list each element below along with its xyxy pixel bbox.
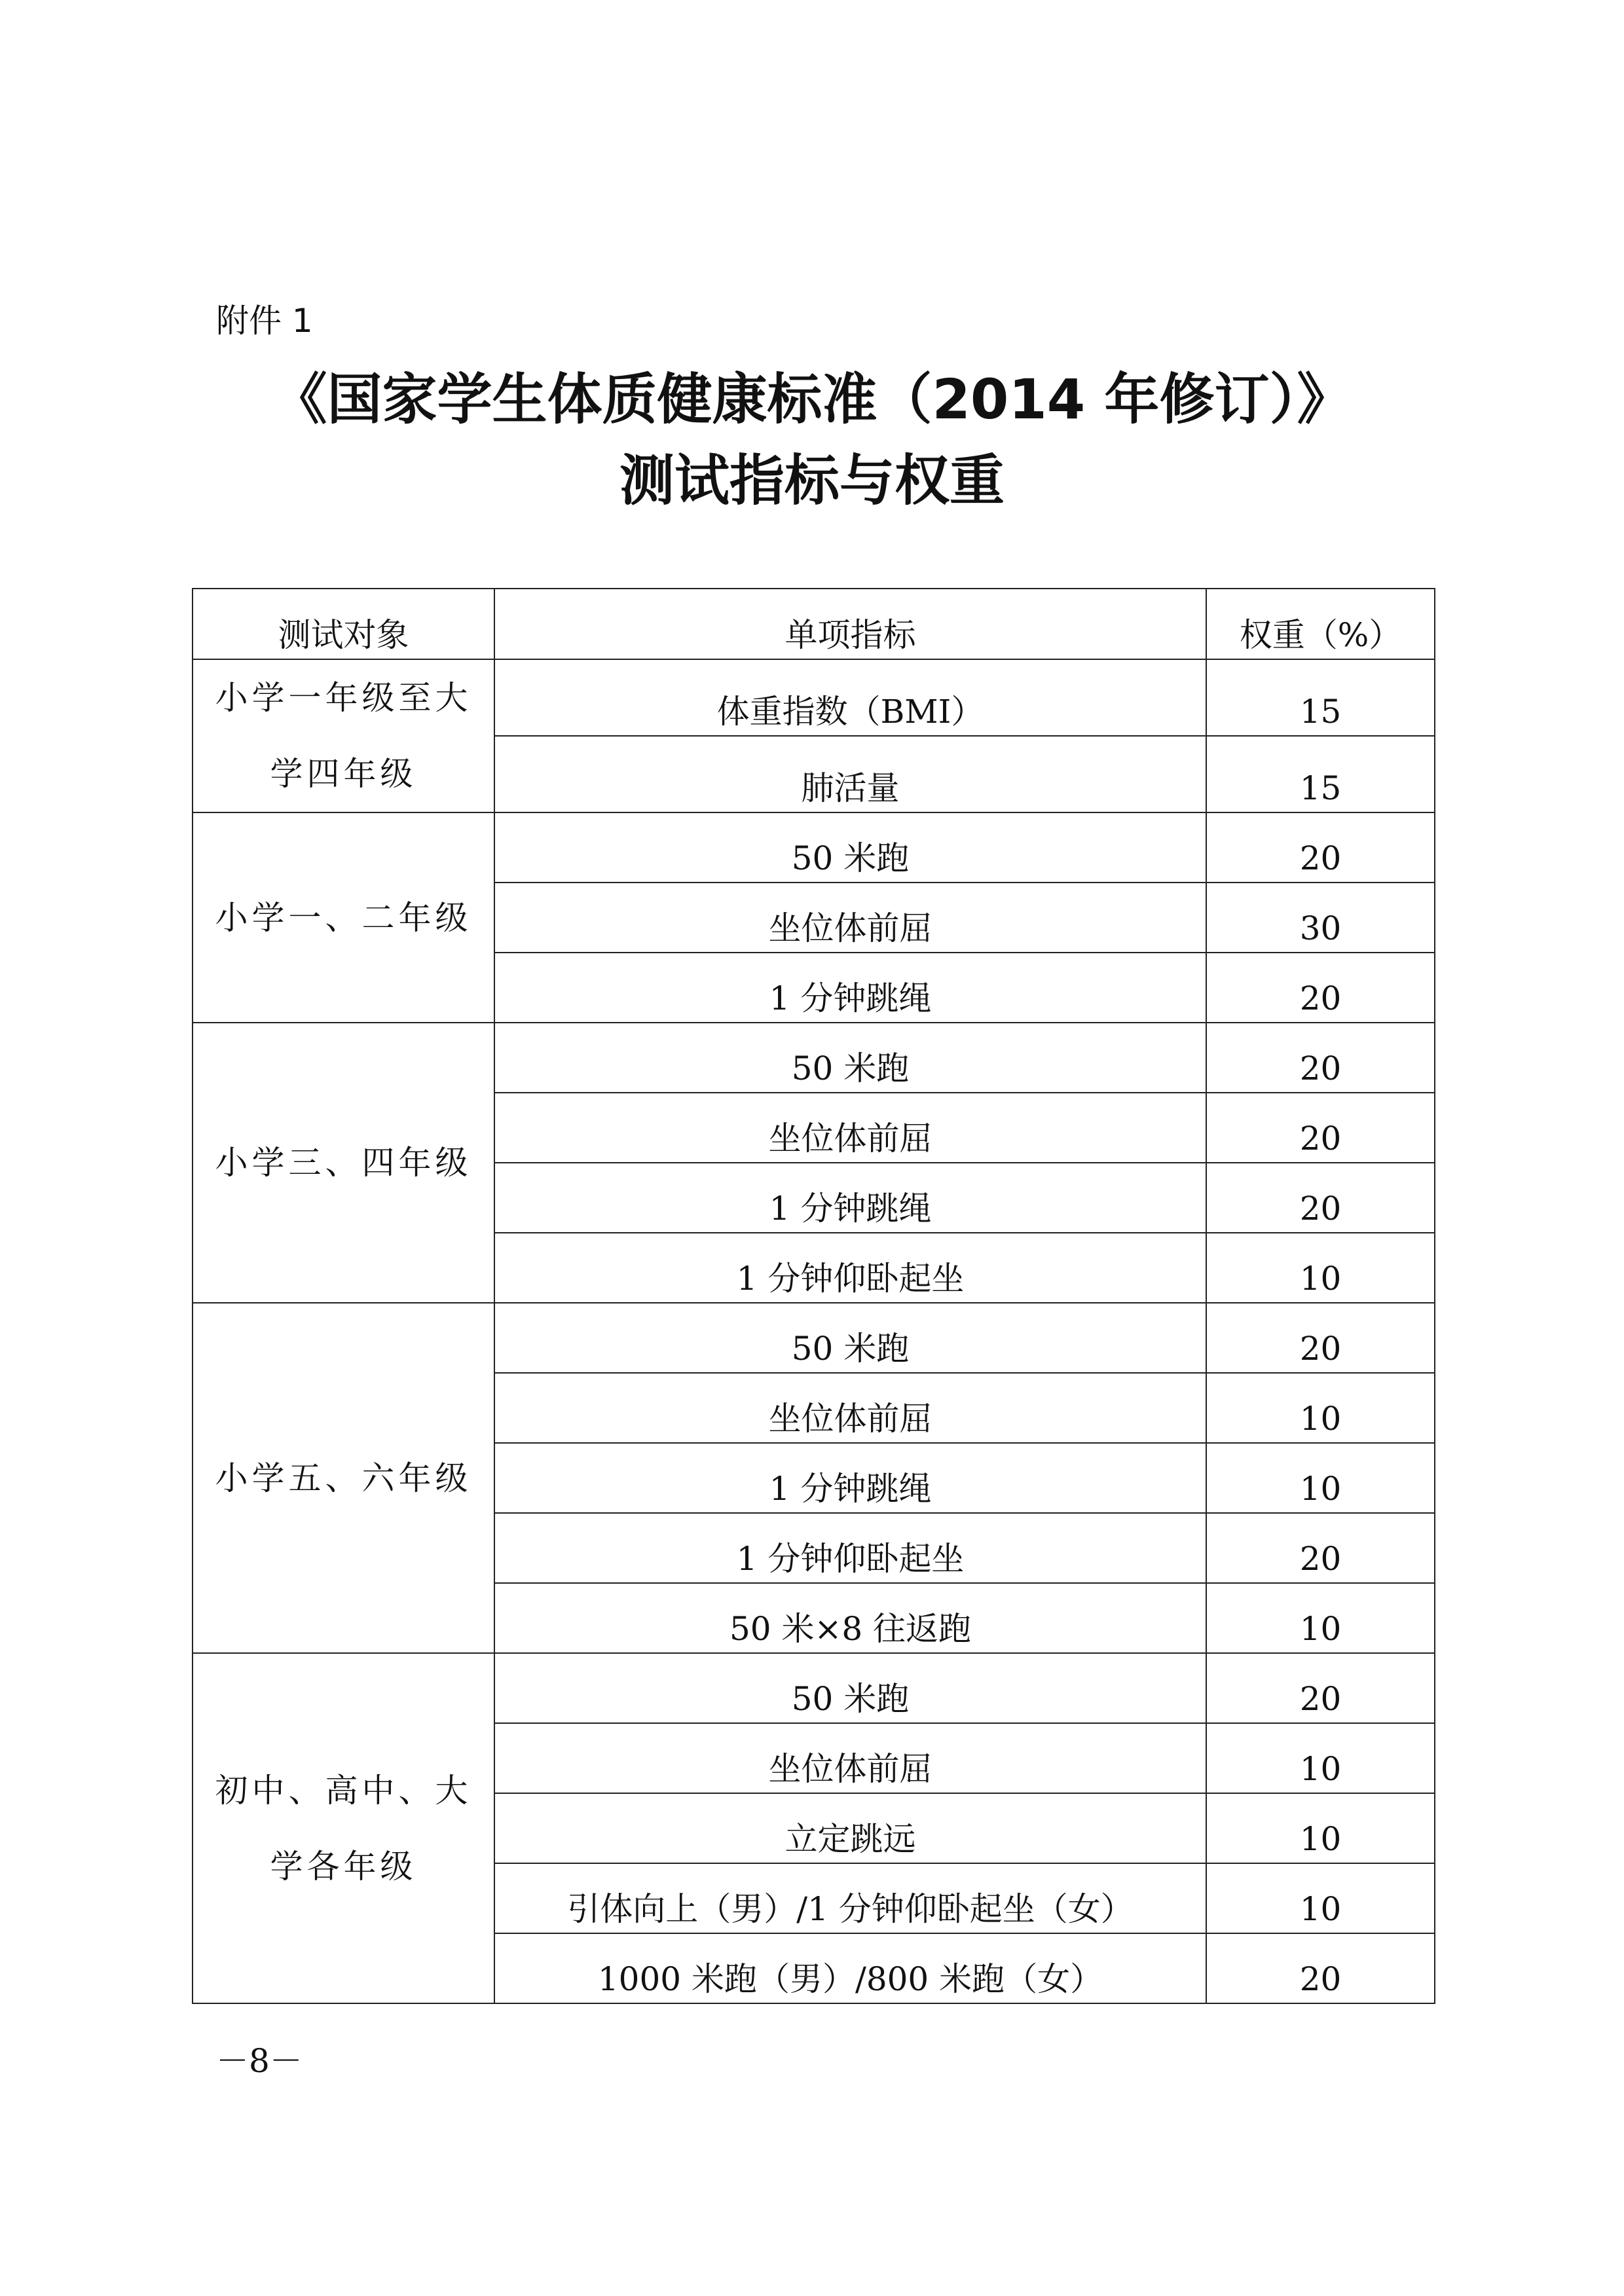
table-row: [193, 1023, 1435, 1093]
weight-cell: 20: [1206, 1303, 1435, 1373]
indicator-cell: 1 分钟跳绳: [494, 953, 1206, 1023]
weight-cell: 20: [1206, 812, 1435, 883]
weight-cell: 10: [1206, 1723, 1435, 1793]
indicator-cell: 坐位体前屈: [494, 1373, 1206, 1443]
weight-cell: 10: [1206, 1793, 1435, 1863]
indicator-cell: 50 米跑: [494, 1023, 1206, 1093]
indicator-cell: 1 分钟跳绳: [494, 1163, 1206, 1233]
table-row: [193, 1653, 1435, 1723]
indicator-cell: 立定跳远: [494, 1793, 1206, 1863]
indicator-cell: 1 分钟仰卧起坐: [494, 1233, 1206, 1303]
document-title: [0, 359, 1624, 521]
weight-cell: 20: [1206, 1653, 1435, 1723]
indicator-cell: 50 米跑: [494, 1303, 1206, 1373]
weight-cell: 10: [1206, 1233, 1435, 1303]
weight-cell: 15: [1206, 659, 1435, 736]
page-number: －8－: [216, 2042, 303, 2080]
weight-cell: 20: [1206, 1513, 1435, 1583]
group-target-cell: 小学五、六年级: [193, 1303, 494, 1653]
indicator-cell: 坐位体前屈: [494, 883, 1206, 953]
indicator-cell: 1000 米跑（男）/800 米跑（女）: [494, 1933, 1206, 2003]
indicator-cell: 坐位体前屈: [494, 1093, 1206, 1163]
indicator-cell: 1 分钟跳绳: [494, 1443, 1206, 1513]
indicator-cell: 50 米×8 往返跑: [494, 1583, 1206, 1653]
title-line-2: 测试指标与权重: [619, 448, 1005, 513]
table-row: [193, 659, 1435, 736]
group-target-cell: 小学一年级至大学四年级: [193, 659, 494, 812]
attachment-label: 附件 1: [216, 302, 313, 340]
indicator-cell: 1 分钟仰卧起坐: [494, 1513, 1206, 1583]
group-target-cell: 小学三、四年级: [193, 1023, 494, 1303]
weight-cell: 10: [1206, 1863, 1435, 1933]
header-test-target: 测试对象: [193, 589, 494, 659]
weight-cell: 20: [1206, 953, 1435, 1023]
indicator-weight-table: [192, 588, 1435, 2004]
weight-cell: 15: [1206, 736, 1435, 812]
indicator-cell: 引体向上（男）/1 分钟仰卧起坐（女）: [494, 1863, 1206, 1933]
group-target-cell: 初中、高中、大学各年级: [193, 1653, 494, 2003]
weight-cell: 10: [1206, 1583, 1435, 1653]
table-header-row: [193, 589, 1435, 659]
weight-cell: 20: [1206, 1023, 1435, 1093]
indicator-cell: 坐位体前屈: [494, 1723, 1206, 1793]
group-target-cell: 小学一、二年级: [193, 812, 494, 1023]
table-row: [193, 1303, 1435, 1373]
title-line-1: 《国家学生体质健康标准（2014 年修订）》: [272, 367, 1352, 431]
indicator-cell: 50 米跑: [494, 1653, 1206, 1723]
weight-cell: 20: [1206, 1163, 1435, 1233]
table-row: [193, 812, 1435, 883]
indicator-cell: 50 米跑: [494, 812, 1206, 883]
header-indicator: 单项指标: [494, 589, 1206, 659]
weight-cell: 20: [1206, 1093, 1435, 1163]
weight-cell: 10: [1206, 1443, 1435, 1513]
weight-cell: 20: [1206, 1933, 1435, 2003]
weight-cell: 30: [1206, 883, 1435, 953]
indicator-cell: 体重指数（BMI）: [494, 659, 1206, 736]
weight-cell: 10: [1206, 1373, 1435, 1443]
header-weight: 权重（%）: [1206, 589, 1435, 659]
indicator-cell: 肺活量: [494, 736, 1206, 812]
